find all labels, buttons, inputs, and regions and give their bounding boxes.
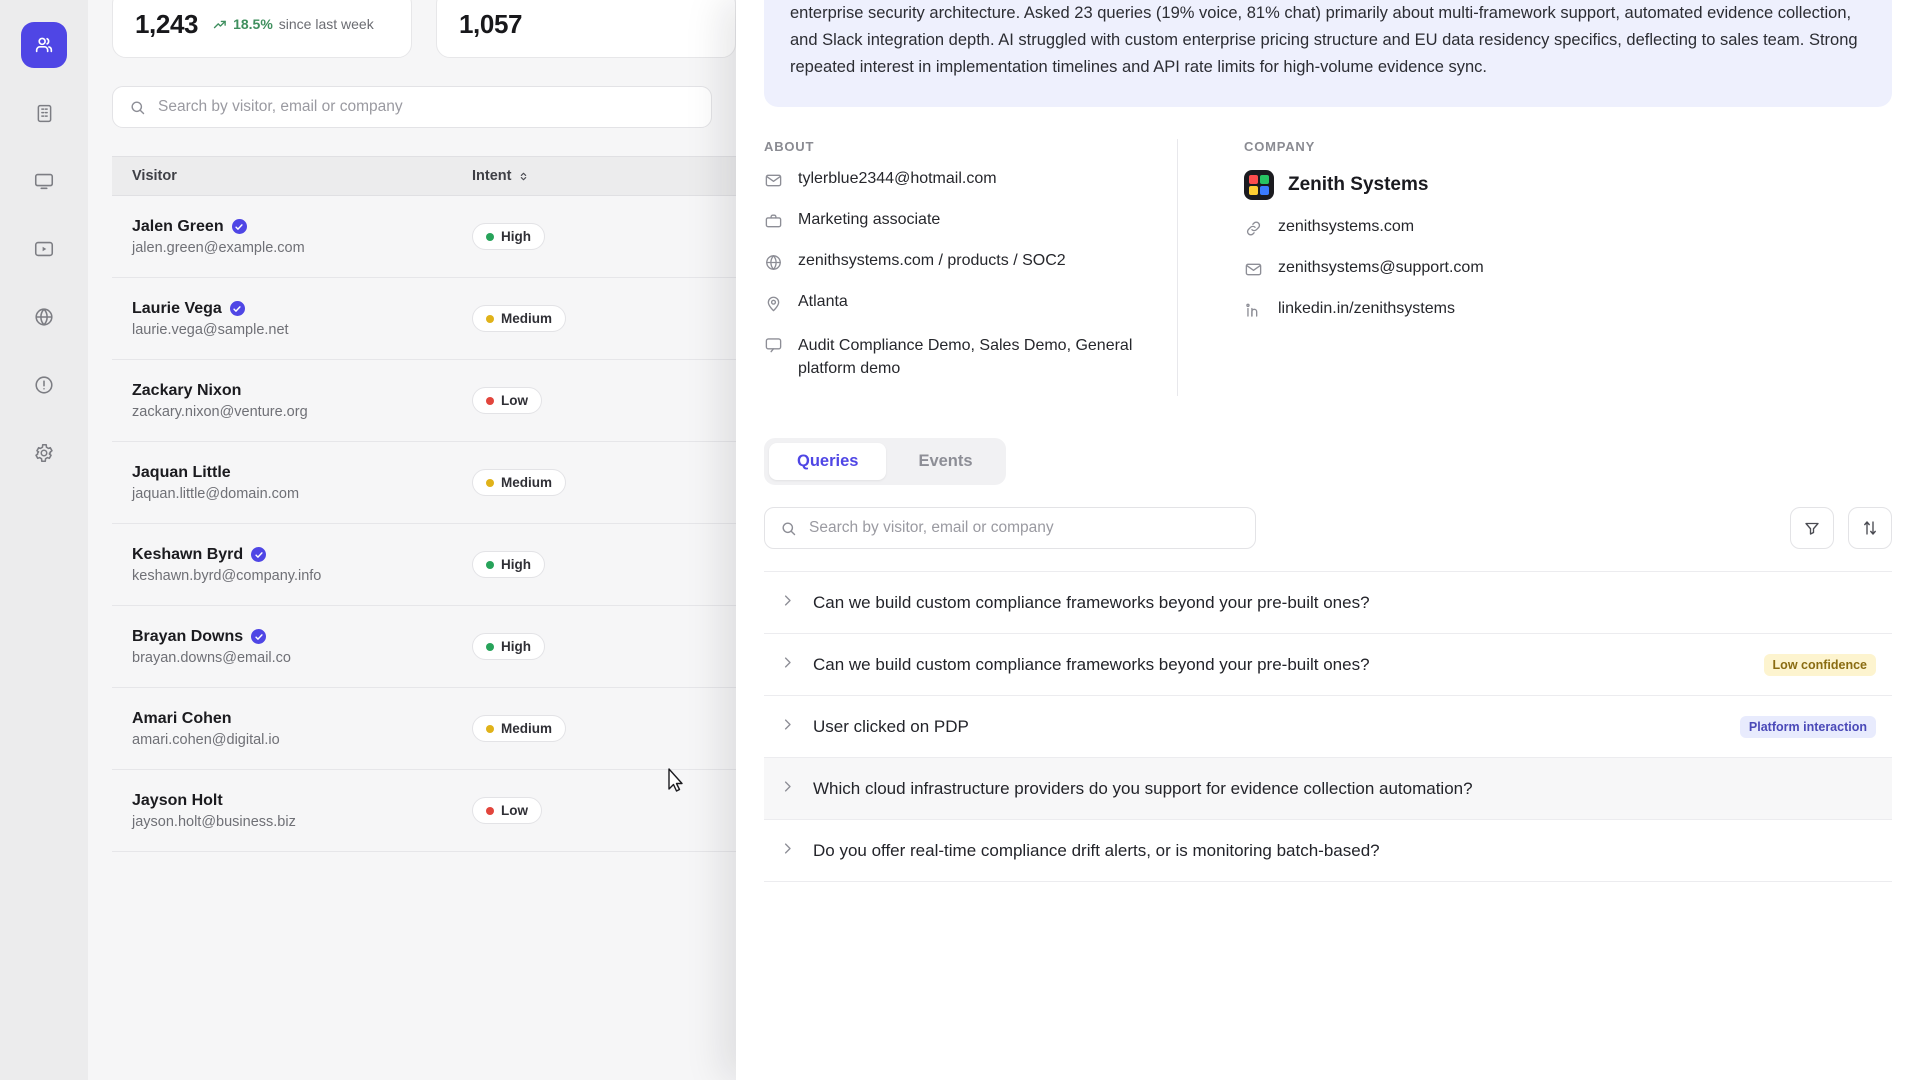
detail-tabs (764, 438, 1006, 485)
stat-delta-since: since last week (278, 16, 374, 32)
about-path (764, 252, 1147, 277)
column-visitor: Visitor (132, 168, 177, 184)
company-email (1244, 259, 1892, 284)
visitor-name-label: Jalen Green (132, 217, 224, 235)
visitor-email: brayan.downs@email.co (132, 649, 291, 666)
globe-icon (33, 306, 55, 328)
stat-card-secondary (436, 0, 736, 58)
stat-delta-value: 18.5% (233, 16, 273, 32)
company-name: Zenith Systems (1288, 174, 1429, 195)
sidebar-rail (0, 0, 88, 1080)
query-search-input[interactable] (764, 507, 1256, 549)
visitor-cell (132, 218, 472, 256)
visitor-cell (132, 546, 472, 584)
visitor-search-placeholder: Search by visitor, email or company (158, 98, 403, 115)
intent-label: Medium (501, 721, 553, 736)
chevron-right-icon[interactable] (780, 779, 795, 799)
chevron-right-icon[interactable] (780, 655, 795, 675)
intent-label: High (501, 229, 531, 244)
intent-dot-icon (486, 397, 494, 405)
visitor-name (132, 546, 472, 564)
table-row[interactable] (112, 770, 736, 852)
intent-badge (472, 633, 545, 660)
building-icon (34, 103, 55, 124)
intent-dot-icon (486, 643, 494, 651)
company-header (1244, 170, 1892, 200)
query-text: Can we build custom compliance frameworks beyond your pre-built ones? (813, 654, 1370, 674)
query-badge: Platform interaction (1740, 716, 1876, 738)
link-icon (1244, 219, 1264, 243)
linkedin-icon (1244, 301, 1264, 325)
visitor-name (132, 300, 472, 318)
company-section (1178, 139, 1892, 396)
query-text: User clicked on PDP (813, 716, 969, 736)
visitor-name-label: Zackary Nixon (132, 381, 242, 399)
query-item[interactable] (764, 572, 1892, 634)
sidebar-item-web[interactable] (21, 294, 67, 340)
settings-icon (33, 442, 55, 464)
visitor-cell (132, 464, 472, 502)
intent-label: High (501, 557, 531, 572)
tab-queries[interactable]: Queries (769, 443, 886, 480)
trend-up-icon (212, 17, 227, 32)
about-email-value: tylerblue2344@hotmail.com (798, 170, 997, 187)
company-logo-icon (1244, 170, 1274, 200)
visitor-name (132, 710, 472, 728)
visitor-cell (132, 300, 472, 338)
company-title: COMPANY (1244, 139, 1316, 154)
sort-updown-icon (1861, 519, 1879, 537)
briefcase-icon (764, 212, 784, 236)
intent-dot-icon (486, 315, 494, 323)
visitor-search-input[interactable] (112, 86, 712, 128)
column-intent-label: Intent (472, 168, 512, 184)
intent-dot-icon (486, 807, 494, 815)
visitor-email: zackary.nixon@venture.org (132, 403, 308, 420)
about-interests-value: Audit Compliance Demo, Sales Demo, General platform demo (798, 337, 1133, 377)
table-row[interactable] (112, 442, 736, 524)
company-email-value: zenithsystems@support.com (1278, 259, 1484, 276)
intent-label: Medium (501, 475, 553, 490)
visitor-name (132, 792, 472, 810)
visitor-name-label: Jaquan Little (132, 463, 231, 481)
intent-label: Medium (501, 311, 553, 326)
visitors-icon (33, 34, 55, 56)
about-location-value: Atlanta (798, 293, 848, 310)
visitor-name (132, 382, 472, 400)
query-item[interactable] (764, 696, 1892, 758)
sidebar-item-recordings[interactable] (21, 226, 67, 272)
alerts-icon (33, 374, 55, 396)
verified-badge-icon (251, 547, 266, 562)
visitor-list-panel (88, 0, 736, 1080)
query-item[interactable] (764, 758, 1892, 820)
chat-icon (764, 335, 784, 361)
mail-icon (764, 171, 784, 195)
playback-icon (33, 238, 55, 260)
sidebar-item-settings[interactable] (21, 430, 67, 476)
visitor-email: jayson.holt@business.biz (132, 813, 296, 830)
stat-value: 1,057 (459, 8, 523, 39)
monitor-icon (33, 170, 55, 192)
about-email (764, 170, 1147, 195)
company-linkedin-value: linkedin.in/zenithsystems (1278, 300, 1455, 317)
visitor-cell (132, 628, 472, 666)
visitor-name (132, 628, 472, 646)
query-search-placeholder: Search by visitor, email or company (809, 519, 1054, 536)
stats-row (112, 0, 736, 58)
table-row[interactable] (112, 196, 736, 278)
visitor-name-label: Keshawn Byrd (132, 545, 244, 563)
visitor-email: jalen.green@example.com (132, 239, 305, 256)
mail-icon (1244, 260, 1264, 284)
intent-badge (472, 797, 542, 824)
sidebar-item-sessions[interactable] (21, 158, 67, 204)
visitor-cell (132, 792, 472, 830)
sort-button[interactable] (1848, 507, 1892, 549)
about-role-value: Marketing associate (798, 211, 941, 228)
visitor-name (132, 464, 472, 482)
queries-list (764, 571, 1892, 882)
intent-dot-icon (486, 725, 494, 733)
intent-badge (472, 469, 566, 496)
sidebar-item-visitors[interactable] (21, 22, 67, 68)
query-item[interactable] (764, 820, 1892, 882)
tab-events[interactable]: Events (918, 452, 973, 470)
search-icon (780, 520, 797, 537)
intent-label: Low (501, 803, 528, 818)
chevron-right-icon[interactable] (780, 717, 795, 737)
globe-icon (764, 253, 784, 277)
queries-toolbar (764, 507, 1892, 549)
about-role (764, 211, 1147, 236)
query-item[interactable] (764, 634, 1892, 696)
mouse-cursor (663, 767, 685, 795)
stat-value: 1,243 (135, 8, 199, 39)
stat-card-visitors (112, 0, 412, 58)
company-website-value: zenithsystems.com (1278, 218, 1415, 235)
visitor-name-label: Jayson Holt (132, 791, 223, 809)
visitor-cell (132, 710, 472, 748)
search-icon (129, 99, 146, 116)
visitor-email: keshawn.byrd@company.info (132, 567, 322, 584)
intent-dot-icon (486, 233, 494, 241)
visitor-email: laurie.vega@sample.net (132, 321, 289, 338)
stat-delta (212, 16, 374, 32)
intent-badge (472, 551, 545, 578)
query-badge: Low confidence (1764, 654, 1876, 676)
table-row[interactable] (112, 606, 736, 688)
about-location (764, 293, 1147, 318)
visitor-table-header (112, 156, 736, 196)
visitor-cell (132, 382, 472, 420)
table-row[interactable] (112, 278, 736, 360)
visitor-detail-panel (736, 0, 1920, 1080)
table-row[interactable] (112, 360, 736, 442)
verified-badge-icon (251, 629, 266, 644)
filter-icon (1803, 519, 1821, 537)
pin-icon (764, 294, 784, 318)
verified-badge-icon (232, 219, 247, 234)
verified-badge-icon (230, 301, 245, 316)
query-text: Which cloud infrastructure providers do you support for evidence collection automation? (813, 778, 1473, 798)
sidebar-item-companies[interactable] (21, 90, 67, 136)
ai-summary-text: enterprise security architecture. Asked 23 queries (19% voice, 81% chat) primarily about multi-framework support, automated evidence collection, and Slack integration depth. AI struggled with custom enterprise pricing structure and EU data residency specifics, deflecting to sales team. Strong repeated interest in implementation timelines and API rate limits for high-volume evidence sync. (764, 0, 1892, 107)
intent-badge (472, 223, 545, 250)
visitor-email: amari.cohen@digital.io (132, 731, 280, 748)
sort-icon (517, 170, 530, 183)
table-row[interactable] (112, 688, 736, 770)
intent-label: High (501, 639, 531, 654)
sidebar-item-alerts[interactable] (21, 362, 67, 408)
filter-button[interactable] (1790, 507, 1834, 549)
about-title: ABOUT (764, 139, 815, 154)
chevron-right-icon[interactable] (780, 841, 795, 861)
chevron-right-icon[interactable] (780, 593, 795, 613)
about-path-value: zenithsystems.com / products / SOC2 (798, 252, 1066, 269)
intent-badge (472, 305, 566, 332)
about-interests (764, 334, 1147, 380)
visitor-name-label: Amari Cohen (132, 709, 232, 727)
about-section (764, 139, 1178, 396)
visitor-name (132, 218, 472, 236)
company-website[interactable] (1244, 218, 1892, 243)
visitor-email: jaquan.little@domain.com (132, 485, 300, 502)
query-text: Do you offer real-time compliance drift alerts, or is monitoring batch-based? (813, 840, 1380, 860)
intent-badge (472, 387, 542, 414)
visitor-name-label: Brayan Downs (132, 627, 244, 645)
column-intent[interactable] (472, 168, 530, 184)
visitor-name-label: Laurie Vega (132, 299, 222, 317)
company-linkedin[interactable] (1244, 300, 1892, 325)
intent-dot-icon (486, 479, 494, 487)
intent-badge (472, 715, 566, 742)
query-text: Can we build custom compliance frameworks beyond your pre-built ones? (813, 592, 1370, 612)
intent-dot-icon (486, 561, 494, 569)
table-row[interactable] (112, 524, 736, 606)
intent-label: Low (501, 393, 528, 408)
detail-info-row (764, 139, 1892, 396)
